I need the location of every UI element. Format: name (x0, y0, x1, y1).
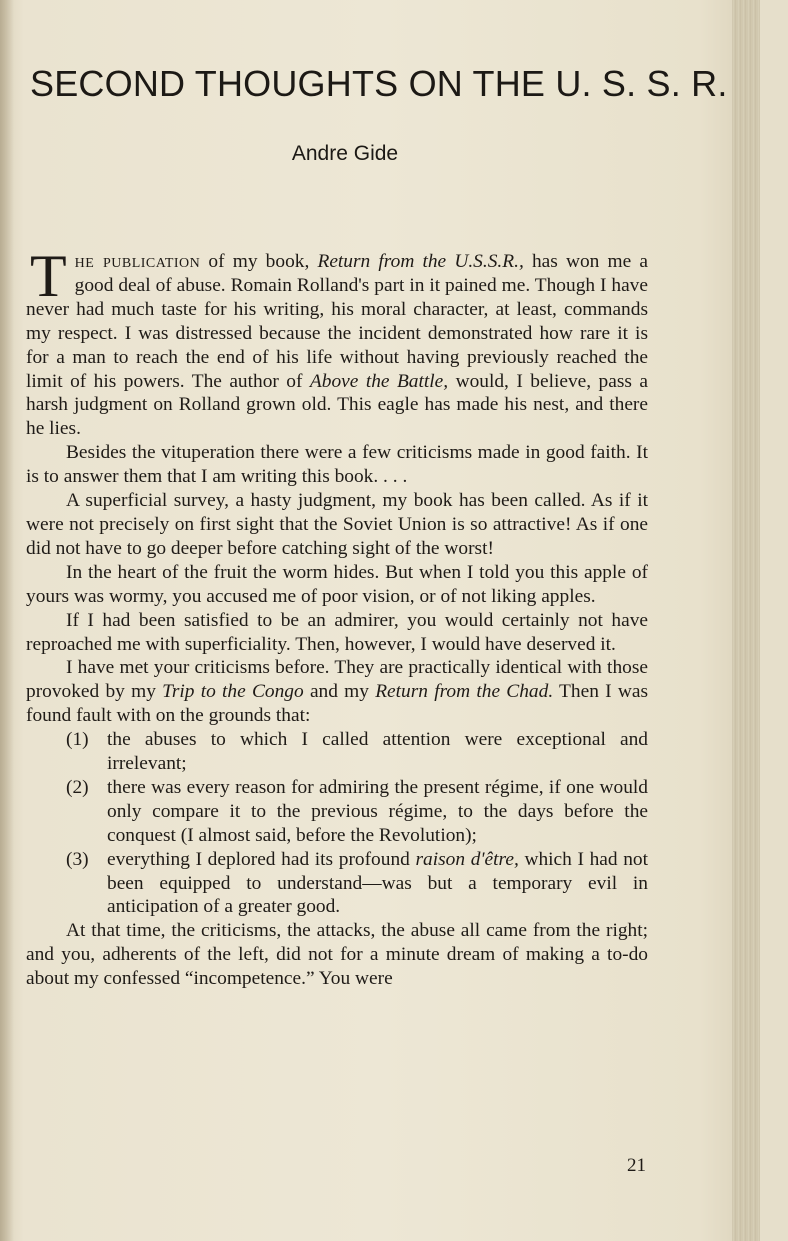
page-edges (732, 0, 760, 1241)
list-item-text: the abuses to which I called attention were exceptional and irrelevant; (107, 729, 648, 775)
paragraph-6 (26, 656, 648, 728)
list-item (26, 848, 648, 920)
paragraph-1-text-b: has won me a good deal of abuse. Romain Rolland's part in it pained me. Though I have never had much taste for his writing, his moral character, at least, commands my respect. I was distressed because the incident demonstrated how rare it is for a man to reach the end of his life without having previously reached the limit of his powers. The author of (26, 251, 648, 392)
paragraph-6-text-c: Then I was found fault with on the grounds that: (26, 681, 648, 727)
paragraph-1-text-a: of my book, (200, 251, 318, 272)
list-number: (2) (66, 776, 89, 798)
page-number: 21 (627, 1155, 646, 1176)
list-number: (3) (66, 848, 89, 870)
list-item-text-b: which I had not been equipped to understand—was but a temporary evil in anticipation of a greater good. (107, 848, 648, 918)
paragraph-5: If I had been satisfied to be an admirer, you would certainly not have reproached me with superficiality. Then, however, I would have deserved it. (26, 609, 648, 655)
list-item-text-a: everything I deplored had its profound (107, 848, 416, 870)
criticism-list (26, 728, 648, 919)
paragraph-2: Besides the vituperation there were a few criticisms made in good faith. It is to answer them that I am writing this book. . . . (26, 442, 648, 488)
paragraph-4: In the heart of the fruit the worm hides. But when I told you this apple of yours was wormy, you accused me of poor vision, or of not liking apples. (26, 561, 648, 607)
list-number: (1) (66, 729, 89, 751)
paragraph-6-text-a: I have met your criticisms before. They are practically identical with those provoked by my (26, 657, 648, 703)
book-title-return-from-the-chad: Return from the Chad. (375, 681, 554, 703)
article-author: Andre Gide (291, 142, 399, 165)
paragraph-1-text-c: would, I believe, pass a harsh judgment on Rolland grown old. This eagle has made his nest, and there he lies. (26, 370, 648, 440)
book-title-above-the-battle: Above the Battle, (309, 370, 449, 392)
article-title: SECOND THOUGHTS ON THE U. S. S. R. (30, 63, 728, 104)
article-body (26, 243, 648, 991)
paragraph-6-text-b: and my (303, 681, 376, 703)
list-item (26, 728, 648, 776)
italic-raison-detre: raison d'être, (415, 848, 519, 870)
list-item-text: there was every reason for admiring the present régime, if one would only compare it to the previous régime, to the days before the conquest (I almost said, before the Revolution); (107, 776, 648, 846)
binding-shadow (0, 0, 14, 1241)
paragraph-3: A superficial survey, a hasty judgment, my book has been called. As if it were not precisely on first sight that the Soviet Union is so attractive! As if one did not have to go deeper before catching sight of the worst! (26, 490, 648, 559)
book-title-return: Return from the U.S.S.R., (317, 251, 524, 272)
list-item (26, 776, 648, 848)
book-title-trip-to-the-congo: Trip to the Congo (162, 681, 304, 703)
paragraph-1 (26, 243, 648, 441)
drop-cap: T (30, 243, 67, 309)
paragraph-7: At that time, the criticisms, the attacks, the abuse all came from the right; and you, adherents of the left, did not for a minute dream of making a to-do about my confessed “incompetence.” You were (26, 920, 648, 990)
opening-small-caps: he publication (74, 251, 201, 272)
